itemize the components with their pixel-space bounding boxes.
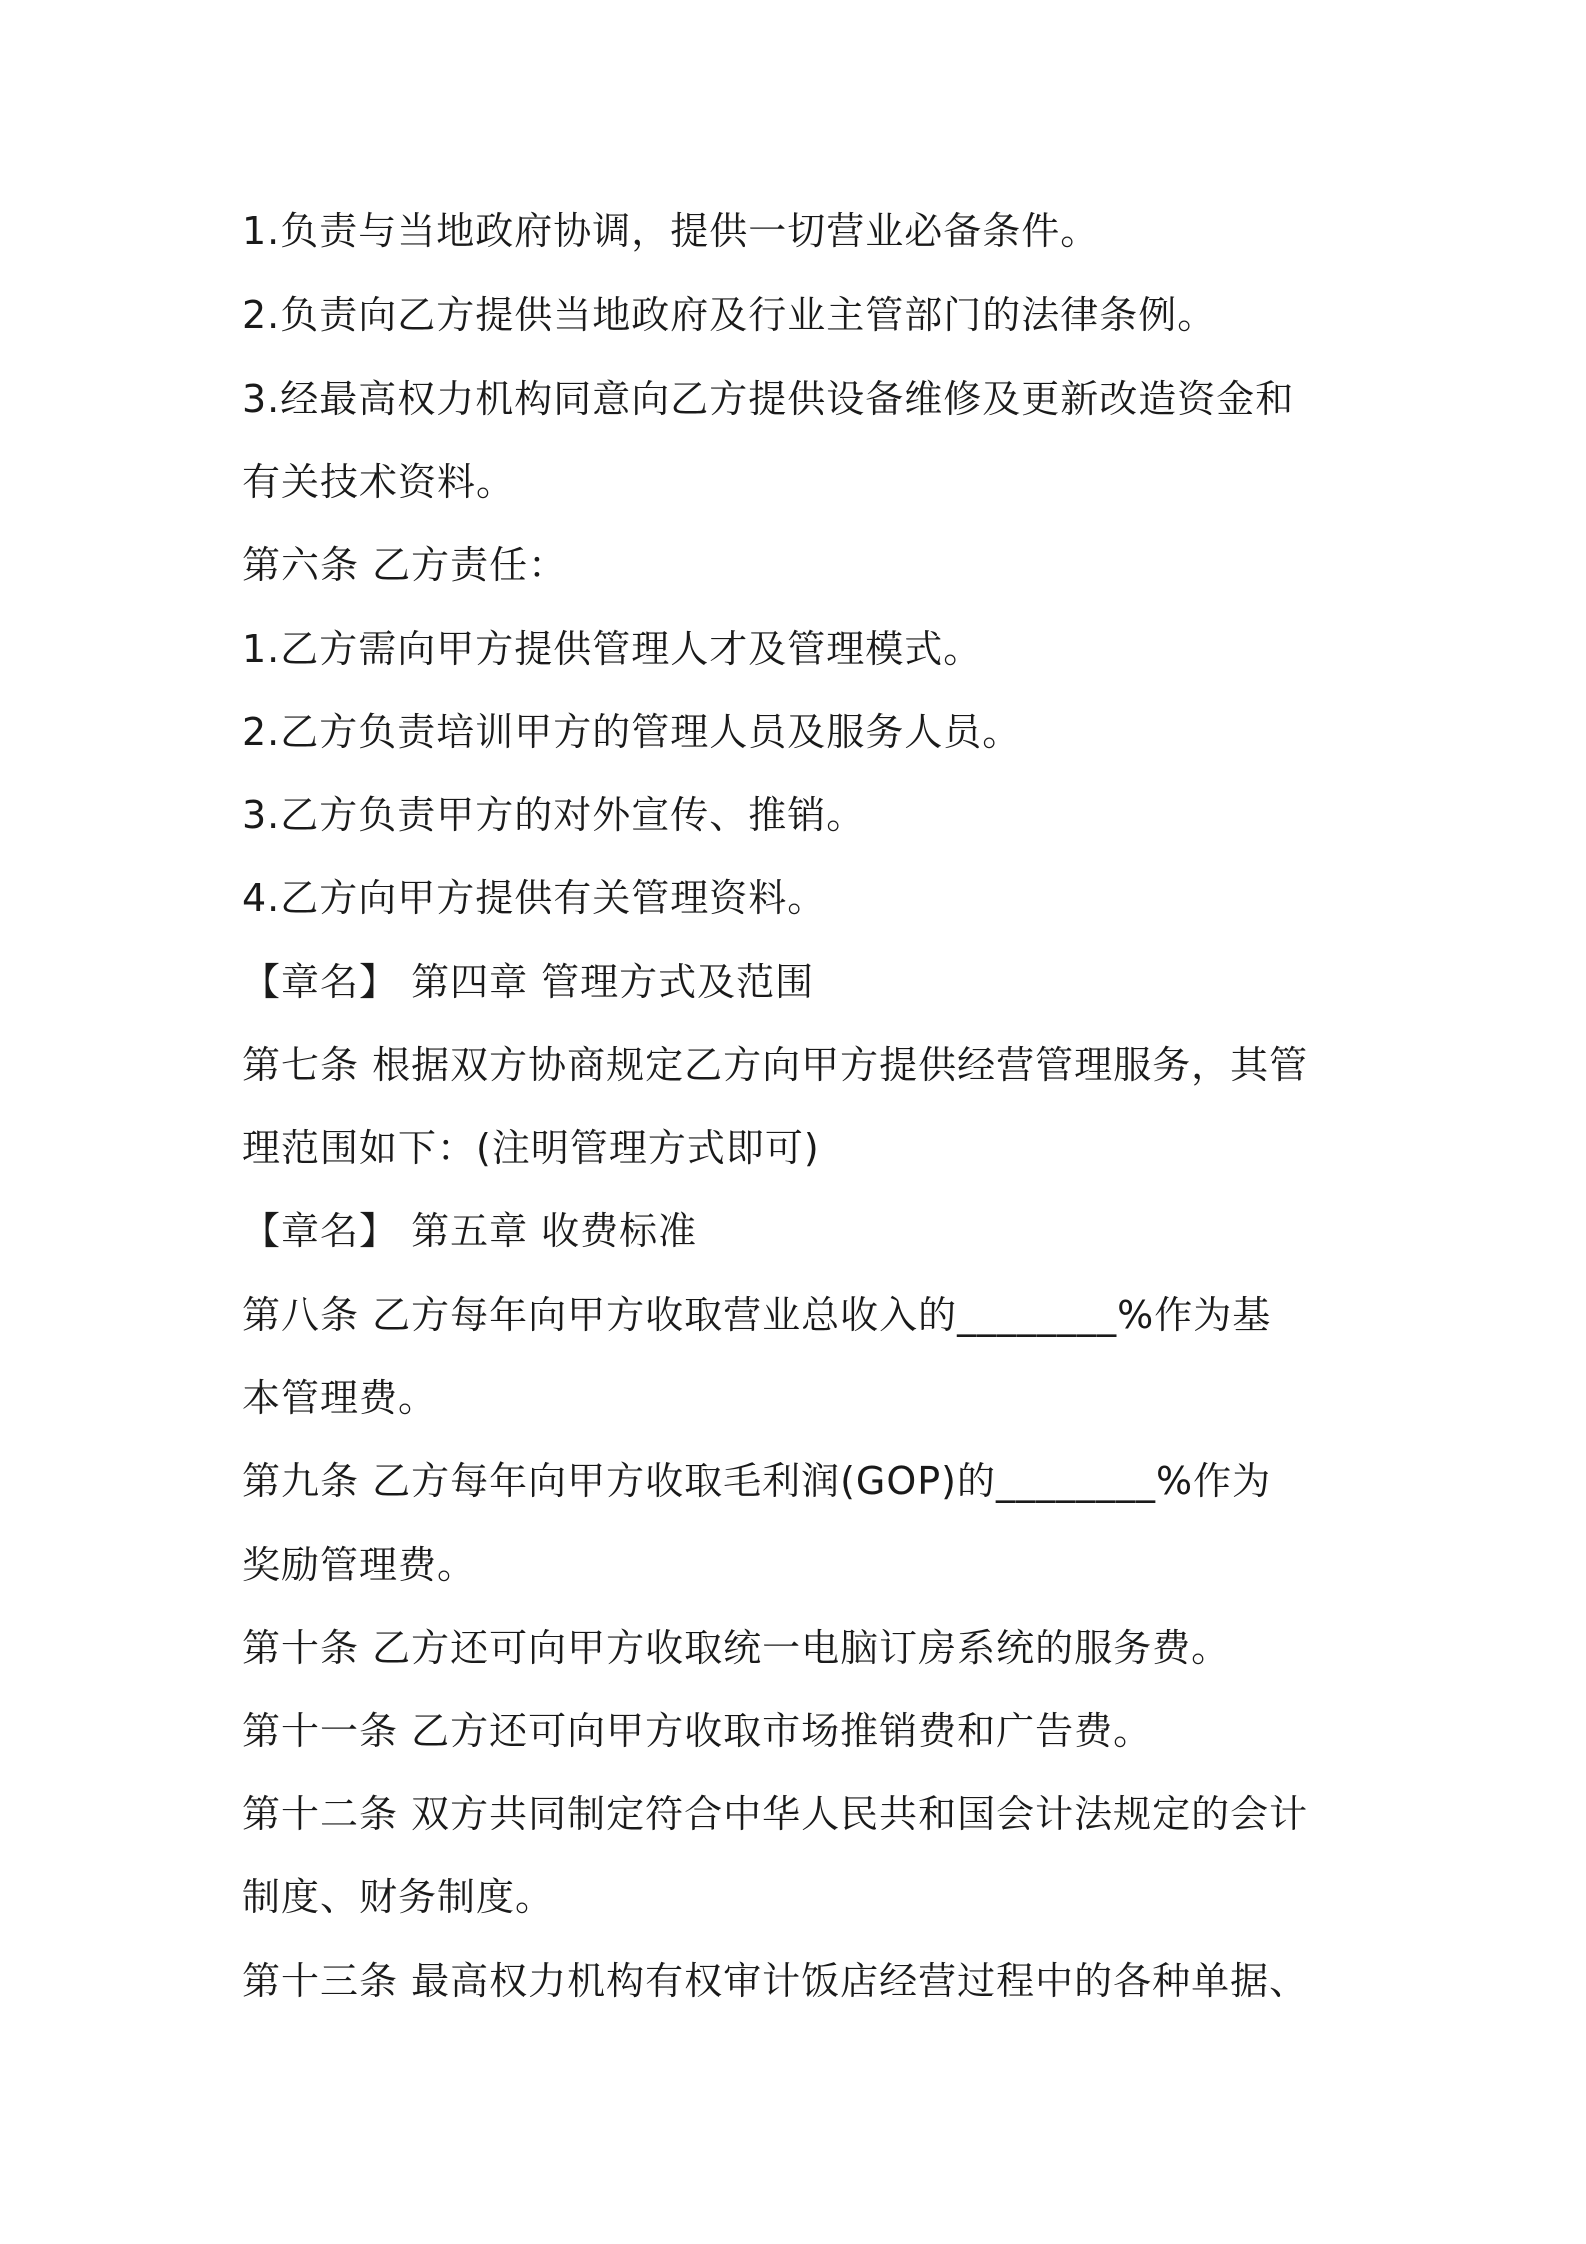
clause-line-1: 1.负责与当地政府协调，提供一切营业必备条件。 (242, 209, 1100, 253)
article-12-text: 第十二条 双方共同制定符合中华人民共和国会计法规定的会计 (242, 1792, 1309, 1836)
article-8-text-continued: 本管理费。 (242, 1376, 438, 1420)
article-7-text: 第七条 根据双方协商规定乙方向甲方提供经营管理服务，其管 (242, 1043, 1309, 1087)
article-6-heading: 第六条 乙方责任： (242, 543, 568, 587)
article-13-text: 第十三条 最高权力机构有权审计饭店经营过程中的各种单据、 (242, 1959, 1309, 2003)
clause-line-3: 3.经最高权力机构同意向乙方提供设备维修及更新改造资金和 (242, 377, 1295, 421)
chapter-5-heading: 【章名】 第五章 收费标准 (242, 1209, 698, 1253)
article-6-item-1: 1.乙方需向甲方提供管理人才及管理模式。 (242, 627, 983, 671)
article-7-text-continued: 理范围如下：(注明管理方式即可) (242, 1126, 820, 1170)
clause-line-2: 2.负责向乙方提供当地政府及行业主管部门的法律条例。 (242, 293, 1217, 337)
article-6-item-3: 3.乙方负责甲方的对外宣传、推销。 (242, 793, 866, 837)
chapter-4-heading: 【章名】 第四章 管理方式及范围 (242, 960, 815, 1004)
article-11-text: 第十一条 乙方还可向甲方收取市场推销费和广告费。 (242, 1709, 1153, 1753)
article-9-text-continued: 奖励管理费。 (242, 1543, 477, 1587)
article-8-text: 第八条 乙方每年向甲方收取营业总收入的________%作为基 (242, 1293, 1272, 1337)
article-6-item-4: 4.乙方向甲方提供有关管理资料。 (242, 876, 827, 920)
article-6-item-2: 2.乙方负责培训甲方的管理人员及服务人员。 (242, 710, 1022, 754)
article-12-text-continued: 制度、财务制度。 (242, 1875, 555, 1919)
article-10-text: 第十条 乙方还可向甲方收取统一电脑订房系统的服务费。 (242, 1626, 1231, 1670)
clause-line-3-continued: 有关技术资料。 (242, 460, 516, 504)
article-9-text: 第九条 乙方每年向甲方收取毛利润(GOP)的________%作为 (242, 1459, 1272, 1503)
